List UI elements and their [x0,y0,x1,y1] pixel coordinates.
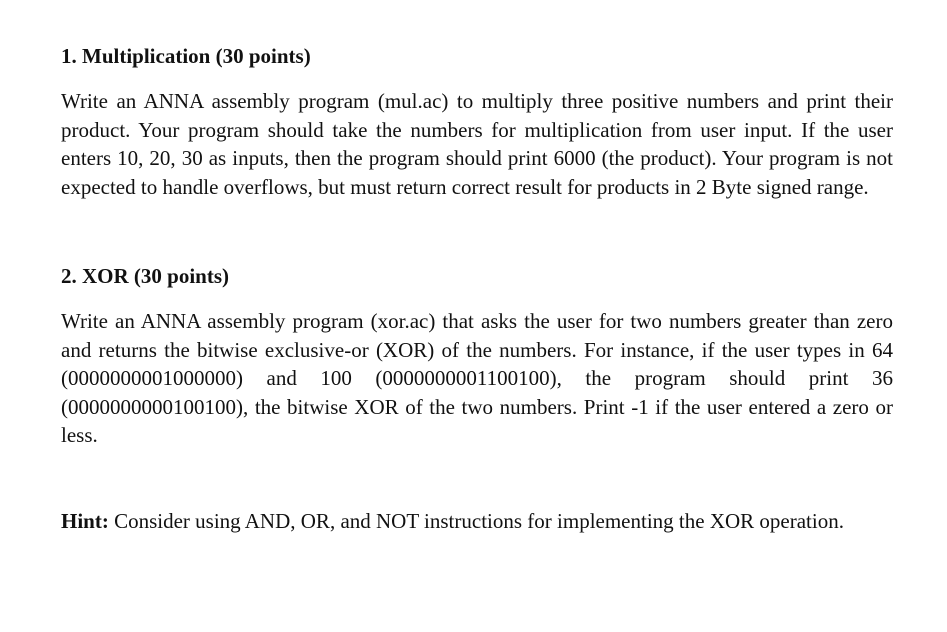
section-body-xor: Write an ANNA assembly program (xor.ac) that asks the user for two numbers greater than zero and returns the bitwise exclusive-or (XOR) of the numbers. For instance, if the user types in 64 (0000000001000000) and 100 (0000000001100100), the program should print 36 (0000000000100100), the bitwise XOR of the two numbers. Print -1 if the user entered a zero or less. [61,309,893,447]
hint-paragraph [61,506,893,536]
document-page [61,38,893,557]
hint-text: Consider using AND, OR, and NOT instructions for implementing the XOR operation. [114,508,844,533]
section-heading-xor: 2. XOR (30 points) [61,264,230,288]
section-body-multiplication: Write an ANNA assembly program (mul.ac) to multiply three positive numbers and print their product. Your program should take the numbers for multiplication from user input. If the user enters 10, 20, 30 as inputs, then the program should print 6000 (the product). Your program is not expected to handle overflows, but must return correct result for products in 2 Byte signed range. [61,89,893,199]
section-heading-multiplication: 1. Multiplication (30 points) [61,44,311,68]
hint-label: Hint: [61,508,109,533]
